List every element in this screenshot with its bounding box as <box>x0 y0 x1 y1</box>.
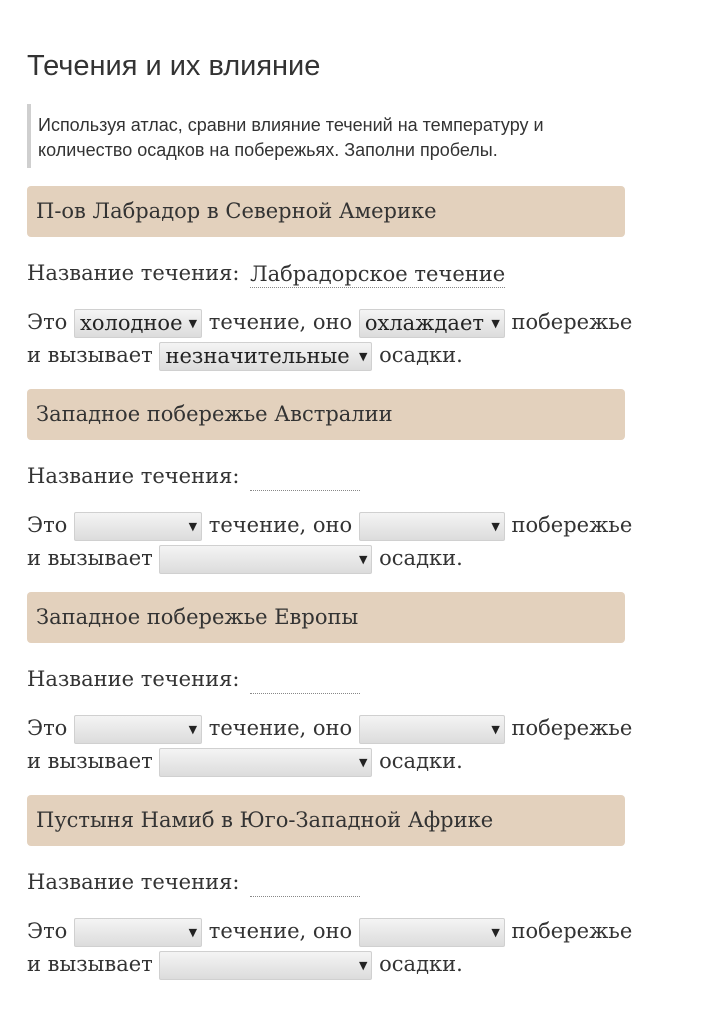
region-header: Пустыня Намиб в Юго-Западной Африке <box>27 795 625 846</box>
i-vyzyvaet-label: и вызывает <box>27 952 153 976</box>
dropdown-arrow-icon: ▼ <box>188 723 198 736</box>
i-vyzyvaet-label: и вызывает <box>27 749 153 773</box>
dropdown-arrow-icon: ▼ <box>358 553 368 566</box>
poberezhye-label: побережье <box>511 919 633 943</box>
i-vyzyvaet-label: и вызывает <box>27 343 153 367</box>
effect-select[interactable] <box>359 512 505 541</box>
page-title: Течения и их влияние <box>27 50 321 82</box>
current-name-field[interactable] <box>250 870 360 897</box>
current-name-field[interactable]: Лабрадорское течение <box>250 262 506 286</box>
osadki-label: осадки. <box>379 749 463 773</box>
poberezhye-label: побережье <box>511 716 633 740</box>
techenie-ono-label: течение, оно <box>208 310 353 334</box>
techenie-ono-label: течение, оно <box>208 919 353 943</box>
techenie-ono-label: течение, оно <box>208 513 353 537</box>
sentence-line-2 <box>27 541 463 575</box>
dropdown-arrow-icon: ▼ <box>358 350 368 363</box>
effect-select[interactable] <box>359 309 505 338</box>
current-name-row <box>27 258 505 288</box>
eto-label: Это <box>27 513 68 537</box>
sentence-line-1 <box>27 914 632 948</box>
region-section <box>27 592 633 773</box>
dropdown-arrow-icon: ▼ <box>491 520 500 533</box>
effect-select[interactable] <box>359 715 505 744</box>
current-name-field[interactable] <box>250 464 360 491</box>
region-header: Западное побережье Европы <box>27 592 625 643</box>
effect-select[interactable] <box>359 918 505 947</box>
sentence-line-1 <box>27 711 632 745</box>
current-name-row <box>27 664 360 694</box>
current-name-field[interactable] <box>250 667 360 694</box>
dropdown-arrow-icon: ▼ <box>188 317 198 330</box>
region-section <box>27 389 633 570</box>
dropdown-arrow-icon: ▼ <box>358 959 368 972</box>
temp-type-select[interactable] <box>74 512 202 541</box>
temp-type-select[interactable] <box>74 309 202 338</box>
sentence-line-2 <box>27 338 463 372</box>
techenie-ono-label: течение, оно <box>208 716 353 740</box>
current-name-label: Название течения: <box>27 464 240 488</box>
region-section <box>27 795 633 976</box>
dropdown-arrow-icon: ▼ <box>358 756 368 769</box>
dropdown-arrow-icon: ▼ <box>491 723 500 736</box>
osadki-label: осадки. <box>379 546 463 570</box>
temp-type-select[interactable] <box>74 715 202 744</box>
temp-type-value: холодное <box>80 311 183 335</box>
precipitation-select[interactable] <box>159 748 372 777</box>
current-name-row <box>27 461 360 491</box>
poberezhye-label: побережье <box>511 513 633 537</box>
temp-type-select[interactable] <box>74 918 202 947</box>
sentence-line-2 <box>27 744 463 778</box>
i-vyzyvaet-label: и вызывает <box>27 546 153 570</box>
current-name-label: Название течения: <box>27 870 240 894</box>
precipitation-value: незначительные <box>165 344 350 368</box>
dropdown-arrow-icon: ▼ <box>188 926 198 939</box>
eto-label: Это <box>27 310 68 334</box>
precipitation-select[interactable] <box>159 951 372 980</box>
sentence-line-2 <box>27 947 463 981</box>
sentence-line-1 <box>27 305 632 339</box>
eto-label: Это <box>27 716 68 740</box>
region-header: Западное побережье Австралии <box>27 389 625 440</box>
current-name-row <box>27 867 360 897</box>
osadki-label: осадки. <box>379 952 463 976</box>
region-section <box>27 186 633 368</box>
current-name-label: Название течения: <box>27 261 240 285</box>
instruction-note: Используя атлас, сравни влияние течений на температуру и количество осадков на побережьях. Заполни пробелы. <box>27 104 617 168</box>
dropdown-arrow-icon: ▼ <box>491 926 500 939</box>
sentence-line-1 <box>27 508 632 542</box>
precipitation-select[interactable] <box>159 545 372 574</box>
effect-value: охлаждает <box>364 311 484 335</box>
precipitation-select[interactable] <box>159 342 372 371</box>
current-name-label: Название течения: <box>27 667 240 691</box>
poberezhye-label: побережье <box>511 310 633 334</box>
region-header: П-ов Лабрадор в Северной Америке <box>27 186 625 237</box>
dropdown-arrow-icon: ▼ <box>491 317 500 330</box>
dropdown-arrow-icon: ▼ <box>188 520 198 533</box>
osadki-label: осадки. <box>379 343 463 367</box>
eto-label: Это <box>27 919 68 943</box>
